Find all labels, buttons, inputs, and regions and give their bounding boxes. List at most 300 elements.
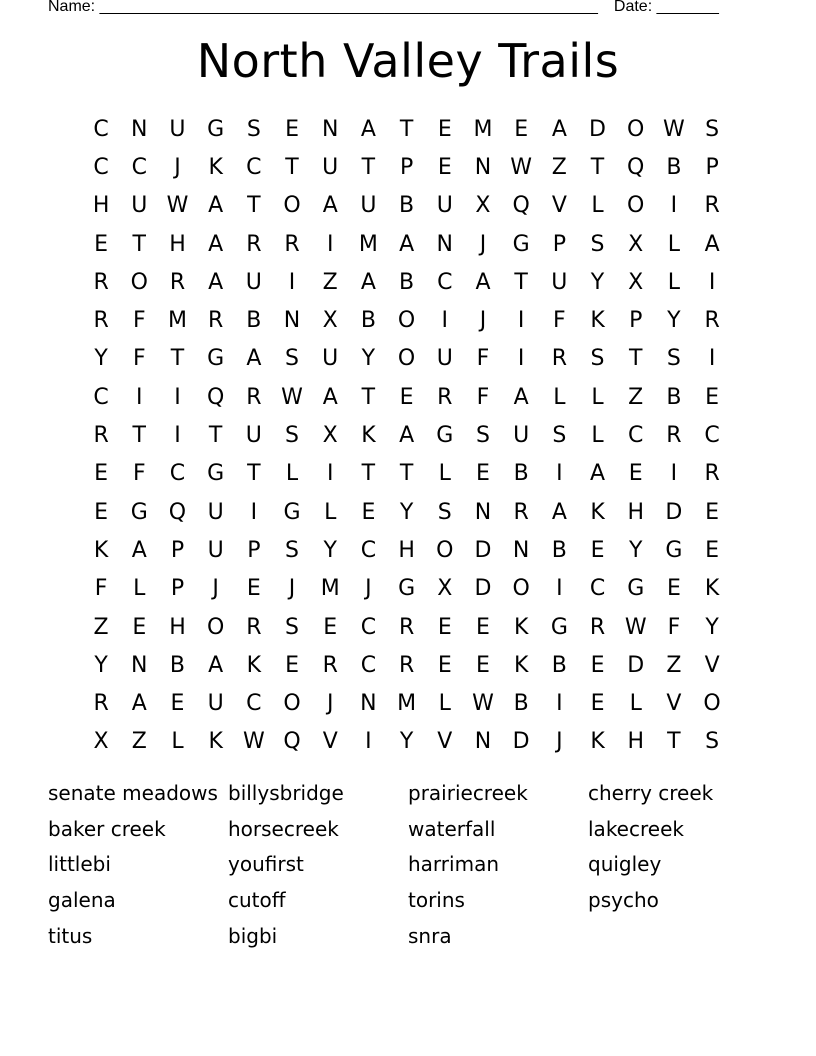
grid-letter: J bbox=[479, 308, 487, 334]
grid-letter: A bbox=[131, 691, 147, 717]
grid-letter: R bbox=[246, 614, 262, 640]
grid-letter: A bbox=[360, 269, 376, 295]
word-list-item: baker creek bbox=[48, 816, 166, 841]
grid-letter: I bbox=[708, 346, 716, 372]
grid-letter: O bbox=[436, 537, 454, 563]
grid-letter: E bbox=[361, 499, 376, 525]
grid-letter: S bbox=[246, 116, 261, 142]
grid-letter: I bbox=[288, 269, 296, 295]
grid-letter: R bbox=[208, 308, 224, 334]
word-list-item: torins bbox=[408, 888, 465, 913]
grid-letter: S bbox=[666, 346, 681, 372]
grid-letter: F bbox=[132, 346, 146, 372]
grid-letter: A bbox=[131, 537, 147, 563]
grid-letter: X bbox=[93, 729, 109, 755]
grid-letter: L bbox=[591, 193, 604, 219]
grid-letter: A bbox=[704, 231, 720, 257]
grid-letter: N bbox=[512, 537, 530, 563]
grid-letter: C bbox=[93, 154, 109, 180]
grid-letter: W bbox=[510, 154, 533, 180]
grid-letter: D bbox=[512, 729, 530, 755]
grid-letter: I bbox=[556, 461, 563, 487]
grid-letter: X bbox=[475, 193, 491, 219]
grid-letter: W bbox=[242, 729, 265, 755]
grid-letter: N bbox=[131, 116, 148, 142]
grid-letter: J bbox=[212, 576, 219, 602]
name-field-label: Name: ________________________________________________________ bbox=[48, 0, 598, 15]
grid-letter: T bbox=[514, 269, 528, 295]
grid-letter: S bbox=[475, 423, 490, 449]
grid-letter: O bbox=[397, 346, 416, 372]
grid-letter: T bbox=[132, 423, 146, 449]
grid-letter: R bbox=[322, 652, 338, 678]
grid-letter: F bbox=[667, 614, 681, 640]
grid-letter: B bbox=[360, 308, 376, 334]
grid-letter: P bbox=[170, 537, 185, 563]
grid-letter: B bbox=[399, 269, 415, 295]
grid-letter: E bbox=[628, 461, 643, 487]
grid-letter: O bbox=[627, 193, 645, 219]
grid-letter: U bbox=[436, 193, 453, 219]
grid-letter: V bbox=[551, 193, 567, 219]
grid-letter: L bbox=[438, 461, 451, 487]
grid-letter: A bbox=[208, 193, 224, 219]
grid-letter: E bbox=[437, 614, 452, 640]
grid-letter: E bbox=[94, 499, 109, 525]
grid-letter: I bbox=[136, 384, 143, 410]
grid-letter: W bbox=[624, 614, 647, 640]
grid-letter: I bbox=[517, 346, 525, 372]
grid-letter: L bbox=[324, 499, 337, 525]
grid-letter: R bbox=[246, 384, 262, 410]
grid-letter: C bbox=[360, 652, 377, 678]
grid-letter: B bbox=[169, 652, 186, 678]
grid-letter: J bbox=[556, 729, 563, 755]
grid-letter: S bbox=[552, 423, 567, 449]
grid-letter: N bbox=[321, 116, 339, 142]
grid-letter: B bbox=[513, 691, 529, 717]
grid-letter: D bbox=[627, 652, 645, 678]
grid-letter: G bbox=[207, 461, 225, 487]
grid-letter: I bbox=[670, 193, 678, 219]
grid-letter: S bbox=[285, 346, 300, 372]
grid-letter: C bbox=[628, 423, 644, 449]
grid-letter: T bbox=[399, 116, 414, 142]
grid-letter: A bbox=[208, 269, 224, 295]
grid-letter: U bbox=[207, 499, 224, 525]
grid-letter: O bbox=[283, 193, 301, 219]
grid-letter: B bbox=[666, 384, 682, 410]
grid-letter: R bbox=[551, 346, 567, 372]
grid-letter: A bbox=[551, 116, 567, 142]
grid-letter: C bbox=[93, 384, 109, 410]
grid-letter: T bbox=[247, 461, 261, 487]
grid-letter: M bbox=[397, 691, 417, 717]
grid-letter: C bbox=[704, 423, 720, 449]
grid-letter: E bbox=[476, 461, 490, 487]
grid-letter: Z bbox=[322, 269, 338, 295]
grid-letter: Y bbox=[628, 537, 643, 563]
grid-letter: K bbox=[93, 537, 109, 563]
grid-letter: U bbox=[551, 269, 568, 295]
grid-letter: S bbox=[590, 231, 605, 257]
grid-letter: K bbox=[246, 652, 262, 678]
word-list-item: prairiecreek bbox=[408, 781, 528, 805]
grid-letter: S bbox=[705, 116, 720, 142]
grid-letter: G bbox=[398, 576, 416, 602]
grid-letter: F bbox=[476, 346, 490, 372]
grid-letter: E bbox=[285, 652, 299, 678]
grid-letter: O bbox=[130, 269, 148, 295]
grid-letter: Z bbox=[628, 384, 644, 410]
grid-letter: A bbox=[208, 231, 224, 257]
grid-letter: R bbox=[398, 652, 415, 678]
grid-letter: Q bbox=[283, 729, 301, 755]
grid-letter: P bbox=[552, 231, 566, 257]
grid-letter: S bbox=[437, 499, 452, 525]
date-field-label: Date: _______ bbox=[613, 0, 719, 15]
grid-letter: E bbox=[285, 116, 299, 142]
grid-letter: O bbox=[703, 691, 721, 717]
grid-letter: R bbox=[93, 308, 109, 334]
grid-letter: F bbox=[94, 576, 108, 602]
grid-letter: L bbox=[591, 384, 604, 410]
grid-letter: A bbox=[475, 269, 491, 295]
grid-letter: N bbox=[360, 691, 377, 717]
grid-letter: G bbox=[665, 537, 683, 563]
grid-letter: U bbox=[131, 193, 148, 219]
grid-letter: T bbox=[285, 154, 299, 180]
grid-letter: S bbox=[285, 614, 300, 640]
grid-letter: K bbox=[208, 729, 223, 755]
grid-letter: H bbox=[627, 729, 644, 755]
grid-letter: A bbox=[590, 461, 606, 487]
word-list bbox=[48, 776, 768, 954]
grid-letter: V bbox=[666, 691, 682, 717]
grid-letter: R bbox=[169, 269, 186, 295]
grid-letter: B bbox=[399, 193, 415, 219]
grid-letter: J bbox=[288, 576, 296, 602]
grid-letter: Y bbox=[399, 499, 414, 525]
grid-letter: W bbox=[166, 193, 189, 219]
grid-letter: Y bbox=[705, 614, 719, 640]
grid-letter: D bbox=[589, 116, 606, 142]
grid-letter: N bbox=[474, 729, 492, 755]
grid-letter: Q bbox=[512, 193, 530, 219]
grid-letter: R bbox=[246, 231, 262, 257]
grid-letter: R bbox=[704, 461, 720, 487]
word-list-item: senate meadows bbox=[48, 781, 218, 805]
grid-letter: F bbox=[132, 308, 146, 334]
grid-letter: G bbox=[512, 231, 530, 257]
grid-letter: K bbox=[513, 614, 529, 640]
grid-letter: V bbox=[704, 652, 720, 678]
grid-letter: M bbox=[358, 231, 378, 257]
grid-letter: H bbox=[627, 499, 644, 525]
word-list-item: cutoff bbox=[228, 888, 286, 913]
grid-letter: T bbox=[247, 193, 261, 219]
grid-letter: A bbox=[246, 346, 262, 372]
grid-letter: M bbox=[320, 576, 340, 602]
word-list-item: quigley bbox=[588, 852, 662, 877]
grid-letter: W bbox=[281, 384, 303, 410]
grid-letter: P bbox=[705, 154, 719, 180]
grid-letter: D bbox=[474, 576, 492, 602]
grid-letter: U bbox=[436, 346, 453, 372]
grid-letter: L bbox=[133, 576, 146, 602]
grid-letter: Z bbox=[93, 614, 109, 640]
grid-letter: O bbox=[512, 576, 530, 602]
grid-letter: A bbox=[399, 231, 415, 257]
grid-letter: U bbox=[360, 193, 377, 219]
grid-letter: I bbox=[174, 384, 181, 410]
grid-letter: E bbox=[514, 116, 529, 142]
grid-letter: X bbox=[322, 308, 338, 334]
grid-letter: E bbox=[246, 576, 261, 602]
grid-letter: U bbox=[207, 537, 224, 563]
grid-letter: C bbox=[246, 691, 262, 717]
grid-letter: E bbox=[437, 116, 452, 142]
grid-letter: V bbox=[437, 729, 453, 755]
word-list-item: galena bbox=[48, 888, 116, 913]
grid-letter: C bbox=[360, 537, 377, 563]
grid-letter: I bbox=[326, 231, 334, 257]
grid-letter: Q bbox=[168, 499, 187, 525]
word-list-item: billysbridge bbox=[228, 781, 344, 805]
grid-letter: O bbox=[397, 308, 416, 334]
grid-letter: W bbox=[472, 691, 494, 717]
grid-letter: L bbox=[667, 269, 681, 295]
grid-letter: U bbox=[513, 423, 530, 449]
grid-letter: L bbox=[438, 691, 451, 717]
grid-letter: E bbox=[590, 537, 605, 563]
grid-letter: B bbox=[513, 461, 529, 487]
grid-letter: O bbox=[283, 691, 301, 717]
grid-letter: U bbox=[322, 154, 339, 180]
grid-letter: C bbox=[131, 154, 147, 180]
grid-letter: B bbox=[246, 308, 262, 334]
letter-grid bbox=[82, 110, 731, 761]
grid-letter: F bbox=[553, 308, 566, 334]
grid-letter: J bbox=[326, 691, 334, 717]
grid-letter: C bbox=[360, 614, 377, 640]
grid-letter: T bbox=[361, 154, 376, 180]
grid-letter: L bbox=[171, 729, 184, 755]
grid-letter: U bbox=[245, 269, 262, 295]
grid-letter: Y bbox=[94, 652, 108, 678]
grid-letter: G bbox=[207, 346, 225, 372]
grid-letter: I bbox=[174, 423, 181, 449]
grid-letter: R bbox=[93, 691, 109, 717]
grid-letter: X bbox=[322, 423, 338, 449]
word-list-item: lakecreek bbox=[588, 816, 684, 841]
grid-letter: T bbox=[628, 346, 643, 372]
word-list-item: bigbi bbox=[228, 923, 278, 948]
page-title: North Valley Trails bbox=[196, 34, 620, 88]
word-list-item: littlebi bbox=[48, 852, 111, 877]
grid-letter: T bbox=[170, 346, 185, 372]
word-list-item: waterfall bbox=[408, 816, 496, 841]
grid-letter: N bbox=[474, 154, 492, 180]
grid-letter: Z bbox=[551, 154, 567, 180]
grid-letter: P bbox=[170, 576, 185, 602]
grid-letter: B bbox=[666, 154, 682, 180]
grid-letter: K bbox=[590, 499, 605, 525]
grid-letter: G bbox=[130, 499, 148, 525]
grid-letter: N bbox=[474, 499, 492, 525]
word-list-item: horsecreek bbox=[228, 816, 339, 841]
grid-letter: Y bbox=[667, 308, 681, 334]
grid-letter: R bbox=[513, 499, 529, 525]
grid-letter: Y bbox=[323, 537, 337, 563]
grid-letter: Y bbox=[361, 346, 376, 372]
grid-letter: E bbox=[94, 231, 109, 257]
word-list-item: titus bbox=[48, 923, 93, 948]
grid-letter: A bbox=[322, 193, 338, 219]
grid-letter: T bbox=[667, 729, 681, 755]
grid-letter: E bbox=[132, 614, 147, 640]
grid-letter: X bbox=[437, 576, 453, 602]
grid-letter: Z bbox=[666, 652, 682, 678]
grid-letter: U bbox=[322, 346, 339, 372]
grid-letter: I bbox=[441, 308, 449, 334]
grid-letter: A bbox=[551, 499, 567, 525]
grid-letter: T bbox=[399, 461, 414, 487]
grid-letter: J bbox=[479, 231, 487, 257]
grid-letter: C bbox=[246, 154, 262, 180]
grid-letter: E bbox=[590, 691, 605, 717]
grid-letter: K bbox=[590, 308, 605, 334]
grid-letter: E bbox=[94, 461, 109, 487]
grid-letter: Y bbox=[94, 346, 108, 372]
grid-letter: Z bbox=[131, 729, 147, 755]
grid-letter: L bbox=[285, 461, 299, 487]
grid-letter: Y bbox=[590, 269, 605, 295]
grid-letter: O bbox=[206, 614, 225, 640]
grid-letter: I bbox=[365, 729, 372, 755]
grid-letter: U bbox=[245, 423, 262, 449]
grid-letter: E bbox=[705, 499, 720, 525]
grid-letter: H bbox=[169, 614, 186, 640]
grid-letter: R bbox=[93, 269, 109, 295]
grid-letter: C bbox=[93, 116, 109, 142]
grid-letter: Q bbox=[627, 154, 645, 180]
grid-letter: G bbox=[436, 423, 454, 449]
grid-letter: I bbox=[517, 308, 525, 334]
grid-letter: E bbox=[666, 576, 681, 602]
grid-letter: L bbox=[553, 384, 566, 410]
grid-letter: P bbox=[399, 154, 414, 180]
grid-letter: U bbox=[207, 691, 224, 717]
grid-letter: R bbox=[704, 193, 720, 219]
grid-letter: M bbox=[473, 116, 493, 142]
grid-letter: K bbox=[361, 423, 376, 449]
grid-letter: T bbox=[208, 423, 223, 449]
grid-letter: E bbox=[590, 652, 605, 678]
grid-letter: F bbox=[132, 461, 146, 487]
grid-letter: C bbox=[589, 576, 606, 602]
grid-letter: E bbox=[323, 614, 338, 640]
word-list-item: youfirst bbox=[228, 852, 304, 877]
grid-letter: R bbox=[437, 384, 453, 410]
grid-letter: R bbox=[398, 614, 415, 640]
grid-letter: P bbox=[629, 308, 643, 334]
word-list-item: cherry creek bbox=[588, 781, 714, 805]
word-list-item: snra bbox=[408, 923, 452, 948]
grid-letter: R bbox=[284, 231, 300, 257]
grid-letter: W bbox=[663, 116, 685, 142]
grid-letter: E bbox=[476, 614, 490, 640]
grid-letter: E bbox=[705, 384, 720, 410]
grid-letter: T bbox=[590, 154, 605, 180]
word-list-item: psycho bbox=[588, 888, 659, 913]
grid-letter: S bbox=[285, 537, 300, 563]
grid-letter: P bbox=[247, 537, 261, 563]
grid-letter: S bbox=[705, 729, 720, 755]
grid-letter: I bbox=[556, 576, 563, 602]
grid-letter: U bbox=[169, 116, 186, 142]
grid-letter: A bbox=[399, 423, 415, 449]
grid-letter: E bbox=[476, 652, 490, 678]
word-list-item: harriman bbox=[408, 852, 499, 877]
grid-letter: V bbox=[322, 729, 338, 755]
grid-letter: G bbox=[627, 576, 645, 602]
grid-letter: K bbox=[704, 576, 720, 602]
grid-letter: N bbox=[436, 231, 454, 257]
grid-letter: L bbox=[629, 691, 642, 717]
grid-letter: T bbox=[132, 231, 146, 257]
grid-letter: E bbox=[437, 652, 452, 678]
grid-letter: K bbox=[590, 729, 605, 755]
grid-letter: Q bbox=[206, 384, 225, 410]
grid-letter: S bbox=[590, 346, 605, 372]
grid-letter: A bbox=[360, 116, 376, 142]
grid-letter: A bbox=[513, 384, 529, 410]
grid-letter: I bbox=[708, 269, 716, 295]
grid-letter: H bbox=[169, 231, 186, 257]
grid-letter: R bbox=[589, 614, 606, 640]
grid-letter: X bbox=[628, 231, 644, 257]
grid-letter: B bbox=[551, 537, 567, 563]
grid-letter: I bbox=[326, 461, 334, 487]
grid-letter: N bbox=[283, 308, 301, 334]
grid-letter: I bbox=[670, 461, 678, 487]
grid-letter: J bbox=[174, 154, 181, 180]
grid-letter: X bbox=[628, 269, 644, 295]
grid-letter: C bbox=[437, 269, 453, 295]
grid-letter: O bbox=[627, 116, 645, 142]
grid-letter: G bbox=[283, 499, 301, 525]
grid-letter: R bbox=[704, 308, 720, 334]
grid-letter: F bbox=[476, 384, 490, 410]
grid-letter: K bbox=[513, 652, 529, 678]
grid-letter: E bbox=[399, 384, 414, 410]
worksheet-header bbox=[48, 0, 719, 16]
grid-letter: A bbox=[322, 384, 338, 410]
grid-letter: S bbox=[285, 423, 300, 449]
grid-letter: T bbox=[361, 384, 376, 410]
grid-letter: Y bbox=[399, 729, 414, 755]
grid-letter: R bbox=[93, 423, 109, 449]
grid-letter: E bbox=[705, 537, 720, 563]
grid-letter: D bbox=[474, 537, 492, 563]
grid-letter: H bbox=[92, 193, 110, 219]
grid-letter: K bbox=[208, 154, 223, 180]
grid-letter: N bbox=[131, 652, 148, 678]
grid-letter: G bbox=[207, 116, 225, 142]
grid-letter: R bbox=[666, 423, 682, 449]
grid-letter: L bbox=[591, 423, 604, 449]
